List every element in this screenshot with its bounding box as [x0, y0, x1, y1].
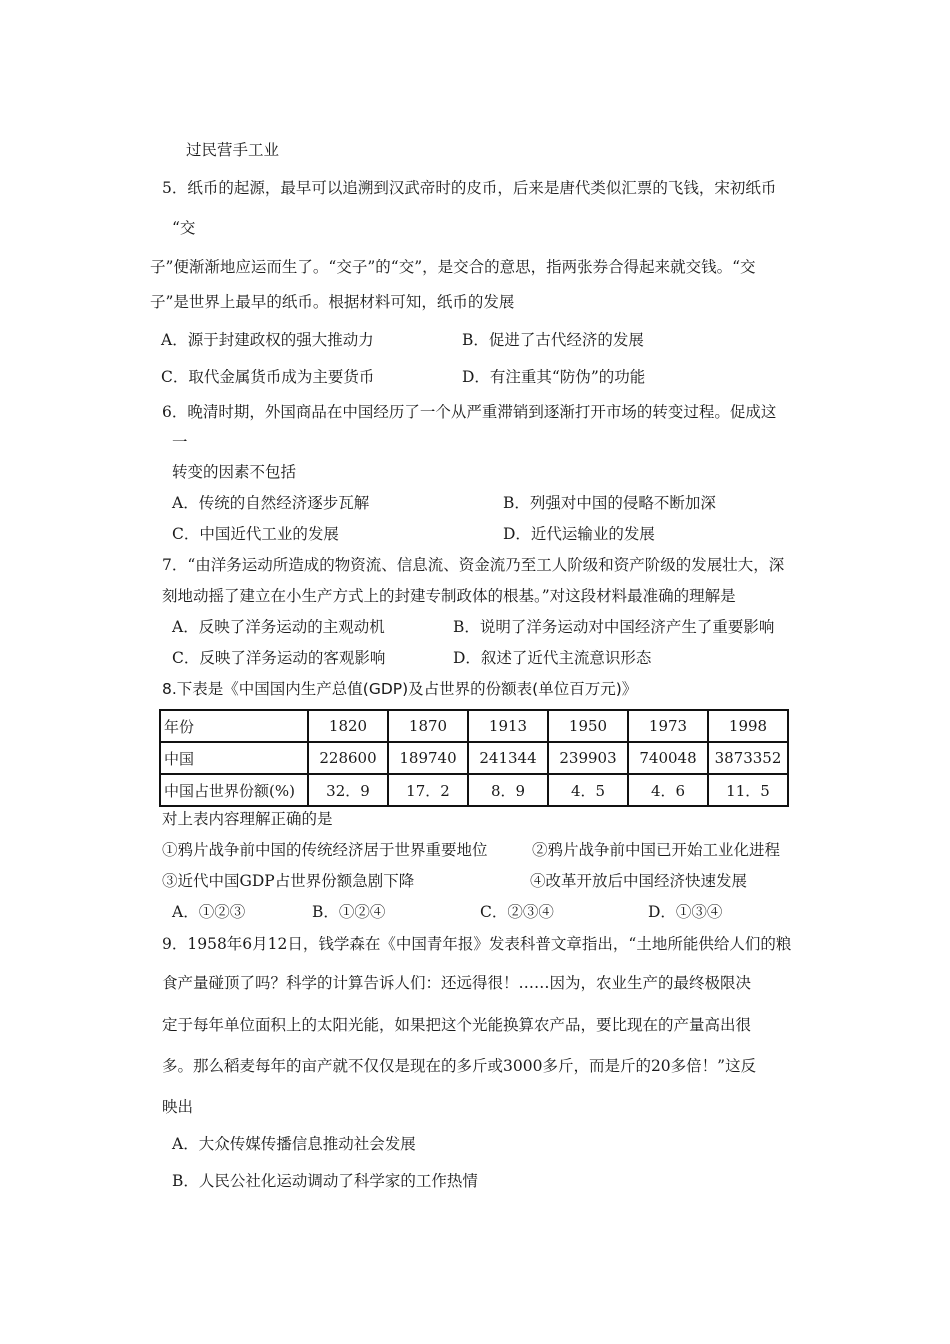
- question-9-line-3: 定于每年单位面积上的太阳光能，如果把这个光能换算农产品，要比现在的产量高出很: [162, 1016, 752, 1034]
- question-6-option-c: C．中国近代工业的发展: [172, 525, 339, 543]
- table-header-cell: 1913: [468, 710, 548, 742]
- table-cell: 241344: [468, 742, 548, 774]
- question-7-option-a: A．反映了洋务运动的主观动机: [172, 618, 385, 636]
- question-6-line-2: 一: [172, 433, 188, 451]
- table-cell: 4．6: [628, 774, 708, 806]
- table-header-cell: 1950: [548, 710, 628, 742]
- question-6-option-a: A．传统的自然经济逐步瓦解: [172, 494, 370, 512]
- question-5-line-4: 子”是世界上最早的纸币。根据材料可知，纸币的发展: [150, 293, 515, 311]
- question-7-line-2: 刻地动摇了建立在小生产方式上的封建专制政体的根基。”对这段材料最准确的理解是: [162, 587, 736, 605]
- question-8-option-a: A．①②③: [172, 903, 246, 921]
- table-header-row: [160, 710, 788, 742]
- table-cell: 32．9: [308, 774, 388, 806]
- question-8-statement-3: ③近代中国GDP占世界份额急剧下降: [162, 872, 415, 890]
- question-8-option-c: C．②③④: [480, 903, 554, 921]
- question-8-prompt: 对上表内容理解正确的是: [162, 810, 333, 828]
- table-header-cell: 年份: [160, 710, 308, 742]
- question-5-option-d: D．有注重其“防伪”的功能: [462, 368, 646, 386]
- question-8-option-b: B．①②④: [312, 903, 386, 921]
- table-header-cell: 1870: [388, 710, 468, 742]
- table-cell: 中国: [160, 742, 308, 774]
- question-5-option-c: C．取代金属货币成为主要货币: [161, 368, 375, 386]
- gdp-table: [159, 709, 789, 807]
- question-8-statement-1: ①鸦片战争前中国的传统经济居于世界重要地位: [162, 841, 488, 859]
- question-7-option-c: C．反映了洋务运动的客观影响: [172, 649, 386, 667]
- question-4-tail: 过民营手工业: [186, 141, 280, 159]
- question-8-option-d: D．①③④: [648, 903, 723, 921]
- table-header-cell: 1973: [628, 710, 708, 742]
- table-row: [160, 742, 788, 774]
- question-7-line-1: 7．“由洋务运动所造成的物资流、信息流、资金流乃至工人阶级和资产阶级的发展壮大，深: [162, 556, 785, 574]
- question-5-option-b: B．促进了古代经济的发展: [462, 331, 644, 349]
- question-5-line-3: 子”便渐渐地应运而生了。“交子”的“交”，是交合的意思，指两张券合得起来就交钱。“交: [150, 258, 756, 276]
- table-cell: 228600: [308, 742, 388, 774]
- question-9-option-b: B．人民公社化运动调动了科学家的工作热情: [172, 1172, 478, 1190]
- table-cell: 4．5: [548, 774, 628, 806]
- table-header-cell: 1998: [708, 710, 788, 742]
- question-9-line-1: 9．1958年6月12日，钱学森在《中国青年报》发表科普文章指出，“土地所能供给人们的粮: [162, 935, 792, 953]
- table-cell: 11．5: [708, 774, 788, 806]
- table-cell: 8．9: [468, 774, 548, 806]
- question-9-option-a: A．大众传媒传播信息推动社会发展: [172, 1135, 416, 1153]
- question-9-line-2: 食产量碰顶了吗？科学的计算告诉人们：还远得很！……因为，农业生产的最终极限决: [162, 974, 752, 992]
- table-cell: 17．2: [388, 774, 468, 806]
- question-6-line-3: 转变的因素不包括: [172, 463, 297, 481]
- question-5-line-2: “交: [172, 219, 196, 237]
- table-header-cell: 1820: [308, 710, 388, 742]
- question-7-option-d: D．叙述了近代主流意识形态: [453, 649, 652, 667]
- question-7-option-b: B．说明了洋务运动对中国经济产生了重要影响: [453, 618, 775, 636]
- table-cell: 中国占世界份额(%): [160, 774, 308, 806]
- table-cell: 3873352: [708, 742, 788, 774]
- question-8-statement-2: ②鸦片战争前中国已开始工业化进程: [532, 841, 781, 859]
- question-5-option-a: A．源于封建政权的强大推动力: [161, 331, 374, 349]
- question-8-statement-4: ④改革开放后中国经济快速发展: [530, 872, 748, 890]
- question-9-line-5: 映出: [162, 1098, 194, 1116]
- question-6-option-d: D．近代运输业的发展: [503, 525, 655, 543]
- question-6-line-1: 6．晚清时期，外国商品在中国经历了一个从严重滞销到逐渐打开市场的转变过程。促成这: [162, 403, 777, 421]
- table-row: [160, 774, 788, 806]
- table-cell: 239903: [548, 742, 628, 774]
- table-cell: 740048: [628, 742, 708, 774]
- question-5-line-1: 5．纸币的起源，最早可以追溯到汉武帝时的皮币，后来是唐代类似汇票的飞钱，宋初纸币: [162, 179, 777, 197]
- question-9-line-4: 多。那么稻麦每年的亩产就不仅仅是现在的多斤或3000多斤，而是斤的20多倍！”这反: [162, 1057, 757, 1075]
- question-6-option-b: B．列强对中国的侵略不断加深: [503, 494, 716, 512]
- question-8-title: 8.下表是《中国国内生产总值(GDP)及占世界的份额表(单位百万元)》: [162, 680, 638, 698]
- table-cell: 189740: [388, 742, 468, 774]
